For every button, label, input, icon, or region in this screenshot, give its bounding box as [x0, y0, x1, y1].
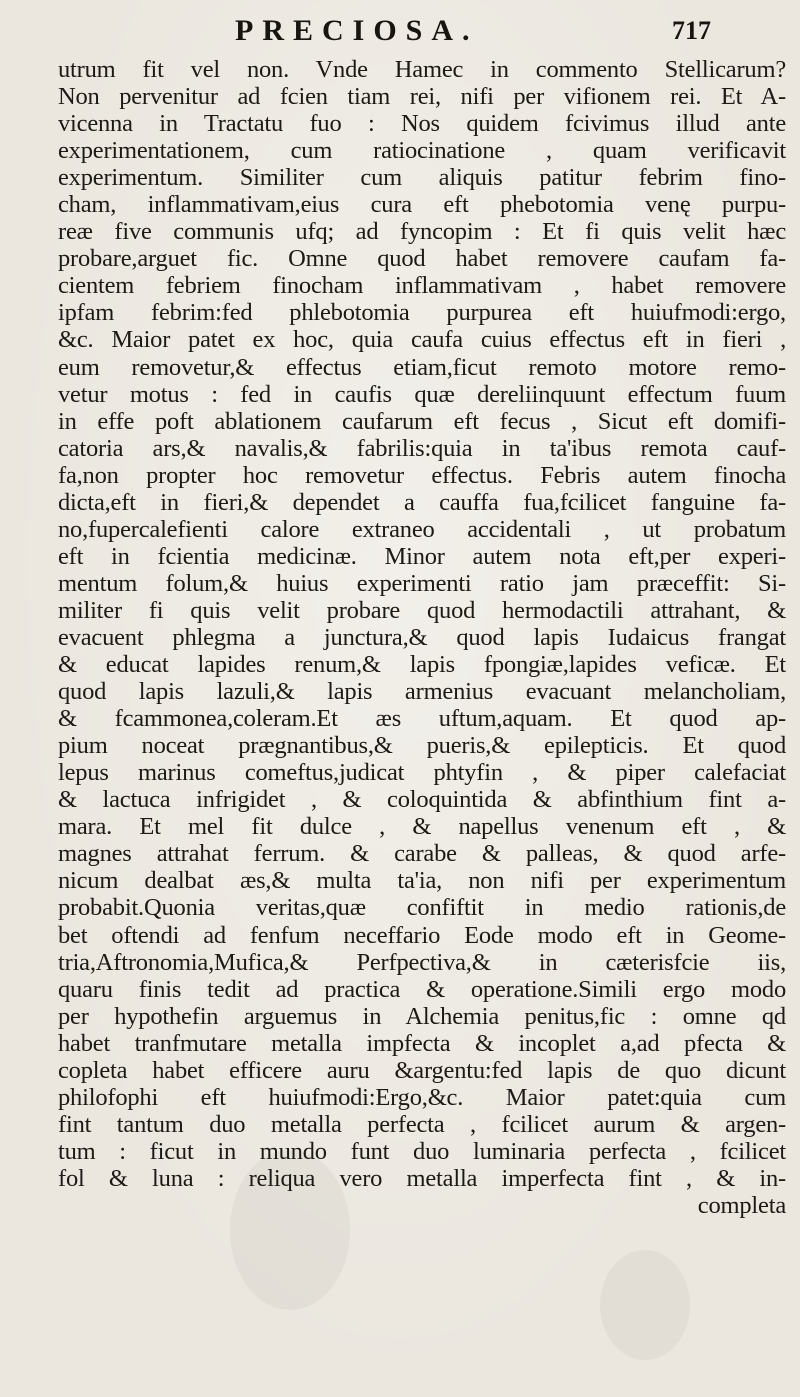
text-line: probare,arguet fic. Omne quod habet removere caufam fa- — [58, 245, 786, 273]
text-line: & fcammonea,coleram.Et æs uftum,aquam. Et quod ap- — [58, 705, 786, 733]
text-line: lepus marinus comeftus,judicat phtyfin , & piper calefaciat — [58, 759, 786, 787]
text-line: completa — [697, 1191, 786, 1219]
text-line: reæ five communis ufq; ad fyncopim : Et fi quis velit hæc — [58, 218, 786, 246]
text-line: nicum dealbat æs,& multa ta'ia, non nifi per experimentum — [58, 867, 786, 895]
text-line: Non pervenitur ad fcien tiam rei, nifi per vifionem rei. Et A- — [58, 83, 786, 111]
text-line: per hypothefin arguemus in Alchemia penitus,fic : omne qd — [58, 1002, 786, 1030]
text-line: habet tranfmutare metalla impfecta & incoplet a,ad pfecta & — [58, 1029, 786, 1057]
text-line: eum removetur,& effectus etiam,ficut remoto motore remo- — [58, 353, 786, 381]
text-line: experimentationem, cum ratiocinatione , quam verificavit — [58, 137, 786, 165]
text-line: quod lapis lazuli,& lapis armenius evacuant melancholiam, — [58, 678, 786, 706]
text-line: fint tantum duo metalla perfecta , fcilicet aurum & argen- — [58, 1110, 786, 1138]
text-line: mentum folum,& huius experimenti ratio jam præceffit: Si- — [58, 569, 786, 597]
text-line: militer fi quis velit probare quod hermodactili attrahant, & — [58, 596, 786, 624]
text-line: fol & luna : reliqua vero metalla imperfecta fint , & in- — [58, 1164, 786, 1192]
text-line: copleta habet efficere auru &argentu:fed lapis de quo dicunt — [58, 1056, 786, 1084]
page-number: 717 — [672, 16, 711, 45]
text-line: no,fupercalefienti calore extraneo accidentali , ut probatum — [58, 515, 786, 543]
text-line: &c. Maior patet ex hoc, quia caufa cuius effectus eft in fieri , — [58, 326, 786, 354]
text-line: & lactuca infrigidet , & coloquintida & abfinthium fint a- — [58, 786, 786, 814]
text-line: in effe poft ablationem caufarum eft fecus , Sicut eft domifi- — [58, 407, 786, 435]
running-head — [60, 14, 800, 48]
text-line: ipfam febrim:fed phlebotomia purpurea eft huiufmodi:ergo, — [58, 299, 786, 327]
text-line: vicenna in Tractatu fuo : Nos quidem fcivimus illud ante — [58, 110, 786, 138]
text-line: evacuent phlegma a junctura,& quod lapis Iudaicus frangat — [58, 623, 786, 651]
text-line: bet oftendi ad fenfum neceffario Eode modo eft in Geome- — [58, 921, 786, 949]
text-line: utrum fit vel non. Vnde Hamec in commento Stellicarum? — [58, 56, 786, 83]
text-line: dicta,eft in fieri,& dependet a cauffa fua,fcilicet fanguine fa- — [58, 488, 786, 516]
text-line: tria,Aftronomia,Mufica,& Perfpectiva,& in cæterisfcie iis, — [58, 948, 786, 976]
text-line: probabit.Quonia veritas,quæ confiftit in medio rationis,de — [58, 894, 786, 922]
text-line: catoria ars,& navalis,& fabrilis:quia in ta'ibus remota cauf- — [58, 434, 786, 462]
text-line: quaru finis tedit ad practica & operatione.Simili ergo modo — [58, 975, 786, 1003]
running-title: PRECIOSA. — [235, 14, 479, 47]
text-line: tum : ficut in mundo funt duo luminaria perfecta , fcilicet — [58, 1137, 786, 1165]
text-line: & educat lapides renum,& lapis fpongiæ,lapides veficæ. Et — [58, 651, 786, 679]
text-line: magnes attrahat ferrum. & carabe & palleas, & quod arfe- — [58, 840, 786, 868]
paper-stain — [600, 1250, 690, 1360]
text-line: philofophi eft huiufmodi:Ergo,&c. Maior patet:quia cum — [58, 1083, 786, 1111]
text-line: eft in fcientia medicinæ. Minor autem nota eft,per experi- — [58, 542, 786, 570]
text-line: vetur motus : fed in caufis quæ dereliinquunt effectum fuum — [58, 380, 786, 408]
text-line: pium noceat prægnantibus,& pueris,& epilepticis. Et quod — [58, 732, 786, 760]
text-line: fa,non propter hoc removetur effectus. Febris autem finocha — [58, 461, 786, 489]
text-line: experimentum. Similiter cum aliquis patitur febrim fino- — [58, 164, 786, 192]
text-line: cham, inflammativam,eius cura eft phebotomia venę purpu- — [58, 191, 786, 219]
text-line: mara. Et mel fit dulce , & napellus venenum eft , & — [58, 813, 786, 841]
body-text — [58, 56, 788, 1219]
text-line: cientem febriem finocham inflammativam , habet removere — [58, 272, 786, 300]
